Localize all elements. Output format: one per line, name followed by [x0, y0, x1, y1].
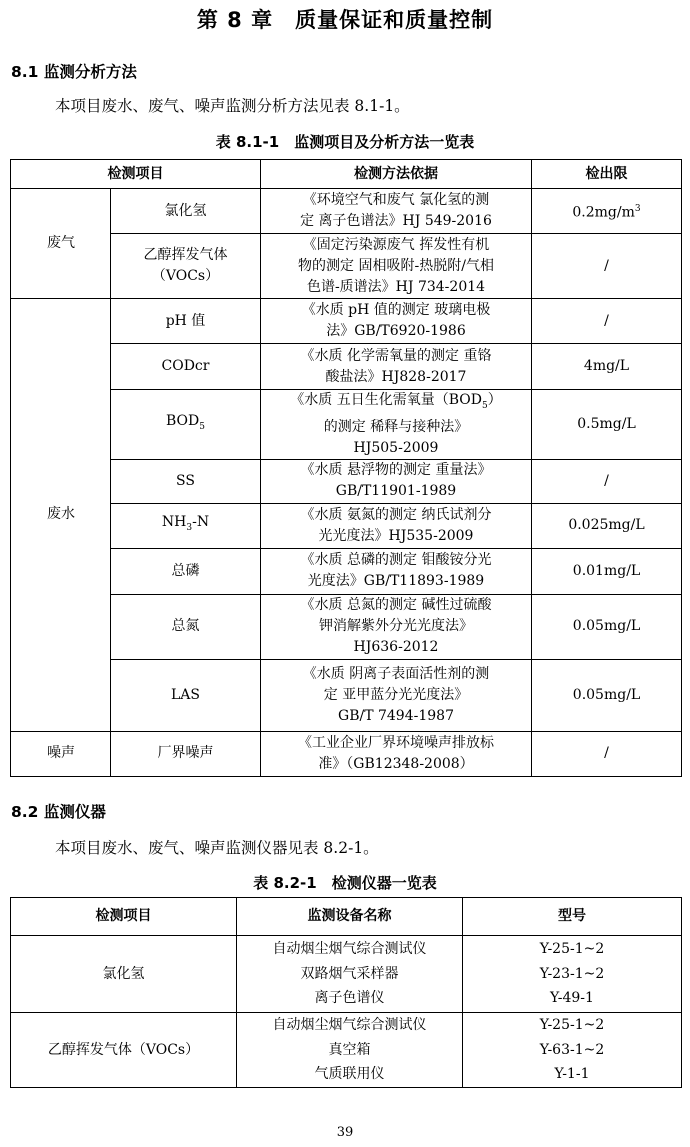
limit-cell: 4mg/L [532, 344, 682, 390]
category-gas: 废气 [11, 189, 111, 299]
limit-cell: 0.025mg/L [532, 503, 682, 548]
limit-cell: 0.5mg/L [532, 390, 682, 460]
limit-cell: / [532, 234, 682, 299]
category-noise: 噪声 [11, 731, 111, 776]
item-cell: $NH_3-N$ [111, 503, 261, 548]
method-cell: 《水质 化学需氧量的测定 重铬 酸盐法》HJ828-2017 [261, 344, 532, 390]
item-cell: 总氮 [111, 594, 261, 659]
method-cell: 《水质 五日生化需氧量$(BOD_5)$ 的测定 稀释与接种法》 HJ505-2009 [261, 390, 532, 460]
item-cell: 氯化氢 [111, 189, 261, 234]
section-8-2-paragraph: 本项目废水、废气、噪声监测仪器见表 8.2-1。 [55, 839, 379, 857]
method-cell: 《环境空气和废气 氯化氢的测 定 离子色谱法》HJ 549-2016 [261, 189, 532, 234]
table-row [11, 731, 682, 776]
item-cell: 乙醇挥发气体（VOCs） [11, 1013, 237, 1088]
item-cell: LAS [111, 659, 261, 731]
item-cell: 厂界噪声 [111, 731, 261, 776]
item-cell: CODcr [111, 344, 261, 390]
device-cell: 自动烟尘烟气综合测试仪 真空箱 气质联用仪 [237, 1013, 463, 1088]
limit-cell: / [532, 299, 682, 344]
item-cell: 氯化氢 [11, 936, 237, 1013]
table-header-row [11, 898, 682, 936]
header-device: 监测设备名称 [237, 898, 463, 936]
header-limit: 检出限 [532, 160, 682, 189]
table-row [11, 299, 682, 344]
chapter-title: 第 8 章 质量保证和质量控制 [196, 8, 494, 32]
item-cell: pH 值 [111, 299, 261, 344]
limit-cell: / [532, 731, 682, 776]
table-8-1-1-caption: 表 8.1-1 监测项目及分析方法一览表 [215, 133, 475, 151]
table-row [11, 548, 682, 594]
table-8-2-1 [10, 897, 682, 1088]
section-8-1-paragraph: 本项目废水、废气、噪声监测分析方法见表 8.1-1。 [55, 97, 410, 115]
item-cell: 总磷 [111, 548, 261, 594]
method-cell: 《水质 氨氮的测定 纳氏试剂分 光光度法》HJ535-2009 [261, 503, 532, 548]
page-number: 39 [336, 1125, 354, 1140]
device-cell: 自动烟尘烟气综合测试仪 双路烟气采样器 离子色谱仪 [237, 936, 463, 1013]
table-row [11, 594, 682, 659]
table-8-2-1-caption: 表 8.2-1 检测仪器一览表 [253, 874, 437, 892]
item-cell: SS [111, 459, 261, 503]
item-cell: 乙醇挥发气体 （VOCs） [111, 234, 261, 299]
table-row [11, 503, 682, 548]
table-row [11, 459, 682, 503]
header-item: 检测项目 [11, 160, 261, 189]
item-cell: $BOD_5$ [111, 390, 261, 460]
table-header-row [11, 160, 682, 189]
table-row [11, 344, 682, 390]
table-row [11, 936, 682, 1013]
table-row [11, 189, 682, 234]
section-heading-8-1: 8.1 监测分析方法 [11, 63, 137, 81]
limit-cell: $0.2mg/m^3$ [532, 189, 682, 234]
model-cell: Y-25-1~2 Y-63-1~2 Y-1-1 [463, 1013, 682, 1088]
section-heading-8-2: 8.2 监测仪器 [11, 803, 106, 821]
method-cell: 《水质 总氮的测定 碱性过硫酸 钾消解紫外分光光度法》 HJ636-2012 [261, 594, 532, 659]
header-model: 型号 [463, 898, 682, 936]
method-cell: 《水质 悬浮物的测定 重量法》 GB/T11901-1989 [261, 459, 532, 503]
method-cell: 《水质 阴离子表面活性剂的测 定 亚甲蓝分光光度法》 GB/T 7494-1987 [261, 659, 532, 731]
table-row [11, 659, 682, 731]
method-cell: 《水质 总磷的测定 钼酸铵分光 光度法》GB/T11893-1989 [261, 548, 532, 594]
method-cell: 《固定污染源废气 挥发性有机 物的测定 固相吸附-热脱附/气相 色谱-质谱法》HJ 734-2014 [261, 234, 532, 299]
method-cell: 《水质 pH 值的测定 玻璃电极 法》GB/T6920-1986 [261, 299, 532, 344]
method-cell: 《工业企业厂界环境噪声排放标 准》（GB12348-2008） [261, 731, 532, 776]
table-row [11, 1013, 682, 1088]
category-water: 废水 [11, 299, 111, 732]
limit-cell: 0.05mg/L [532, 659, 682, 731]
limit-cell: 0.01mg/L [532, 548, 682, 594]
limit-cell: 0.05mg/L [532, 594, 682, 659]
table-8-1-1 [10, 159, 682, 777]
table-row [11, 234, 682, 299]
model-cell: Y-25-1~2 Y-23-1~2 Y-49-1 [463, 936, 682, 1013]
table-row [11, 390, 682, 460]
header-method: 检测方法依据 [261, 160, 532, 189]
header-item: 检测项目 [11, 898, 237, 936]
limit-cell: / [532, 459, 682, 503]
